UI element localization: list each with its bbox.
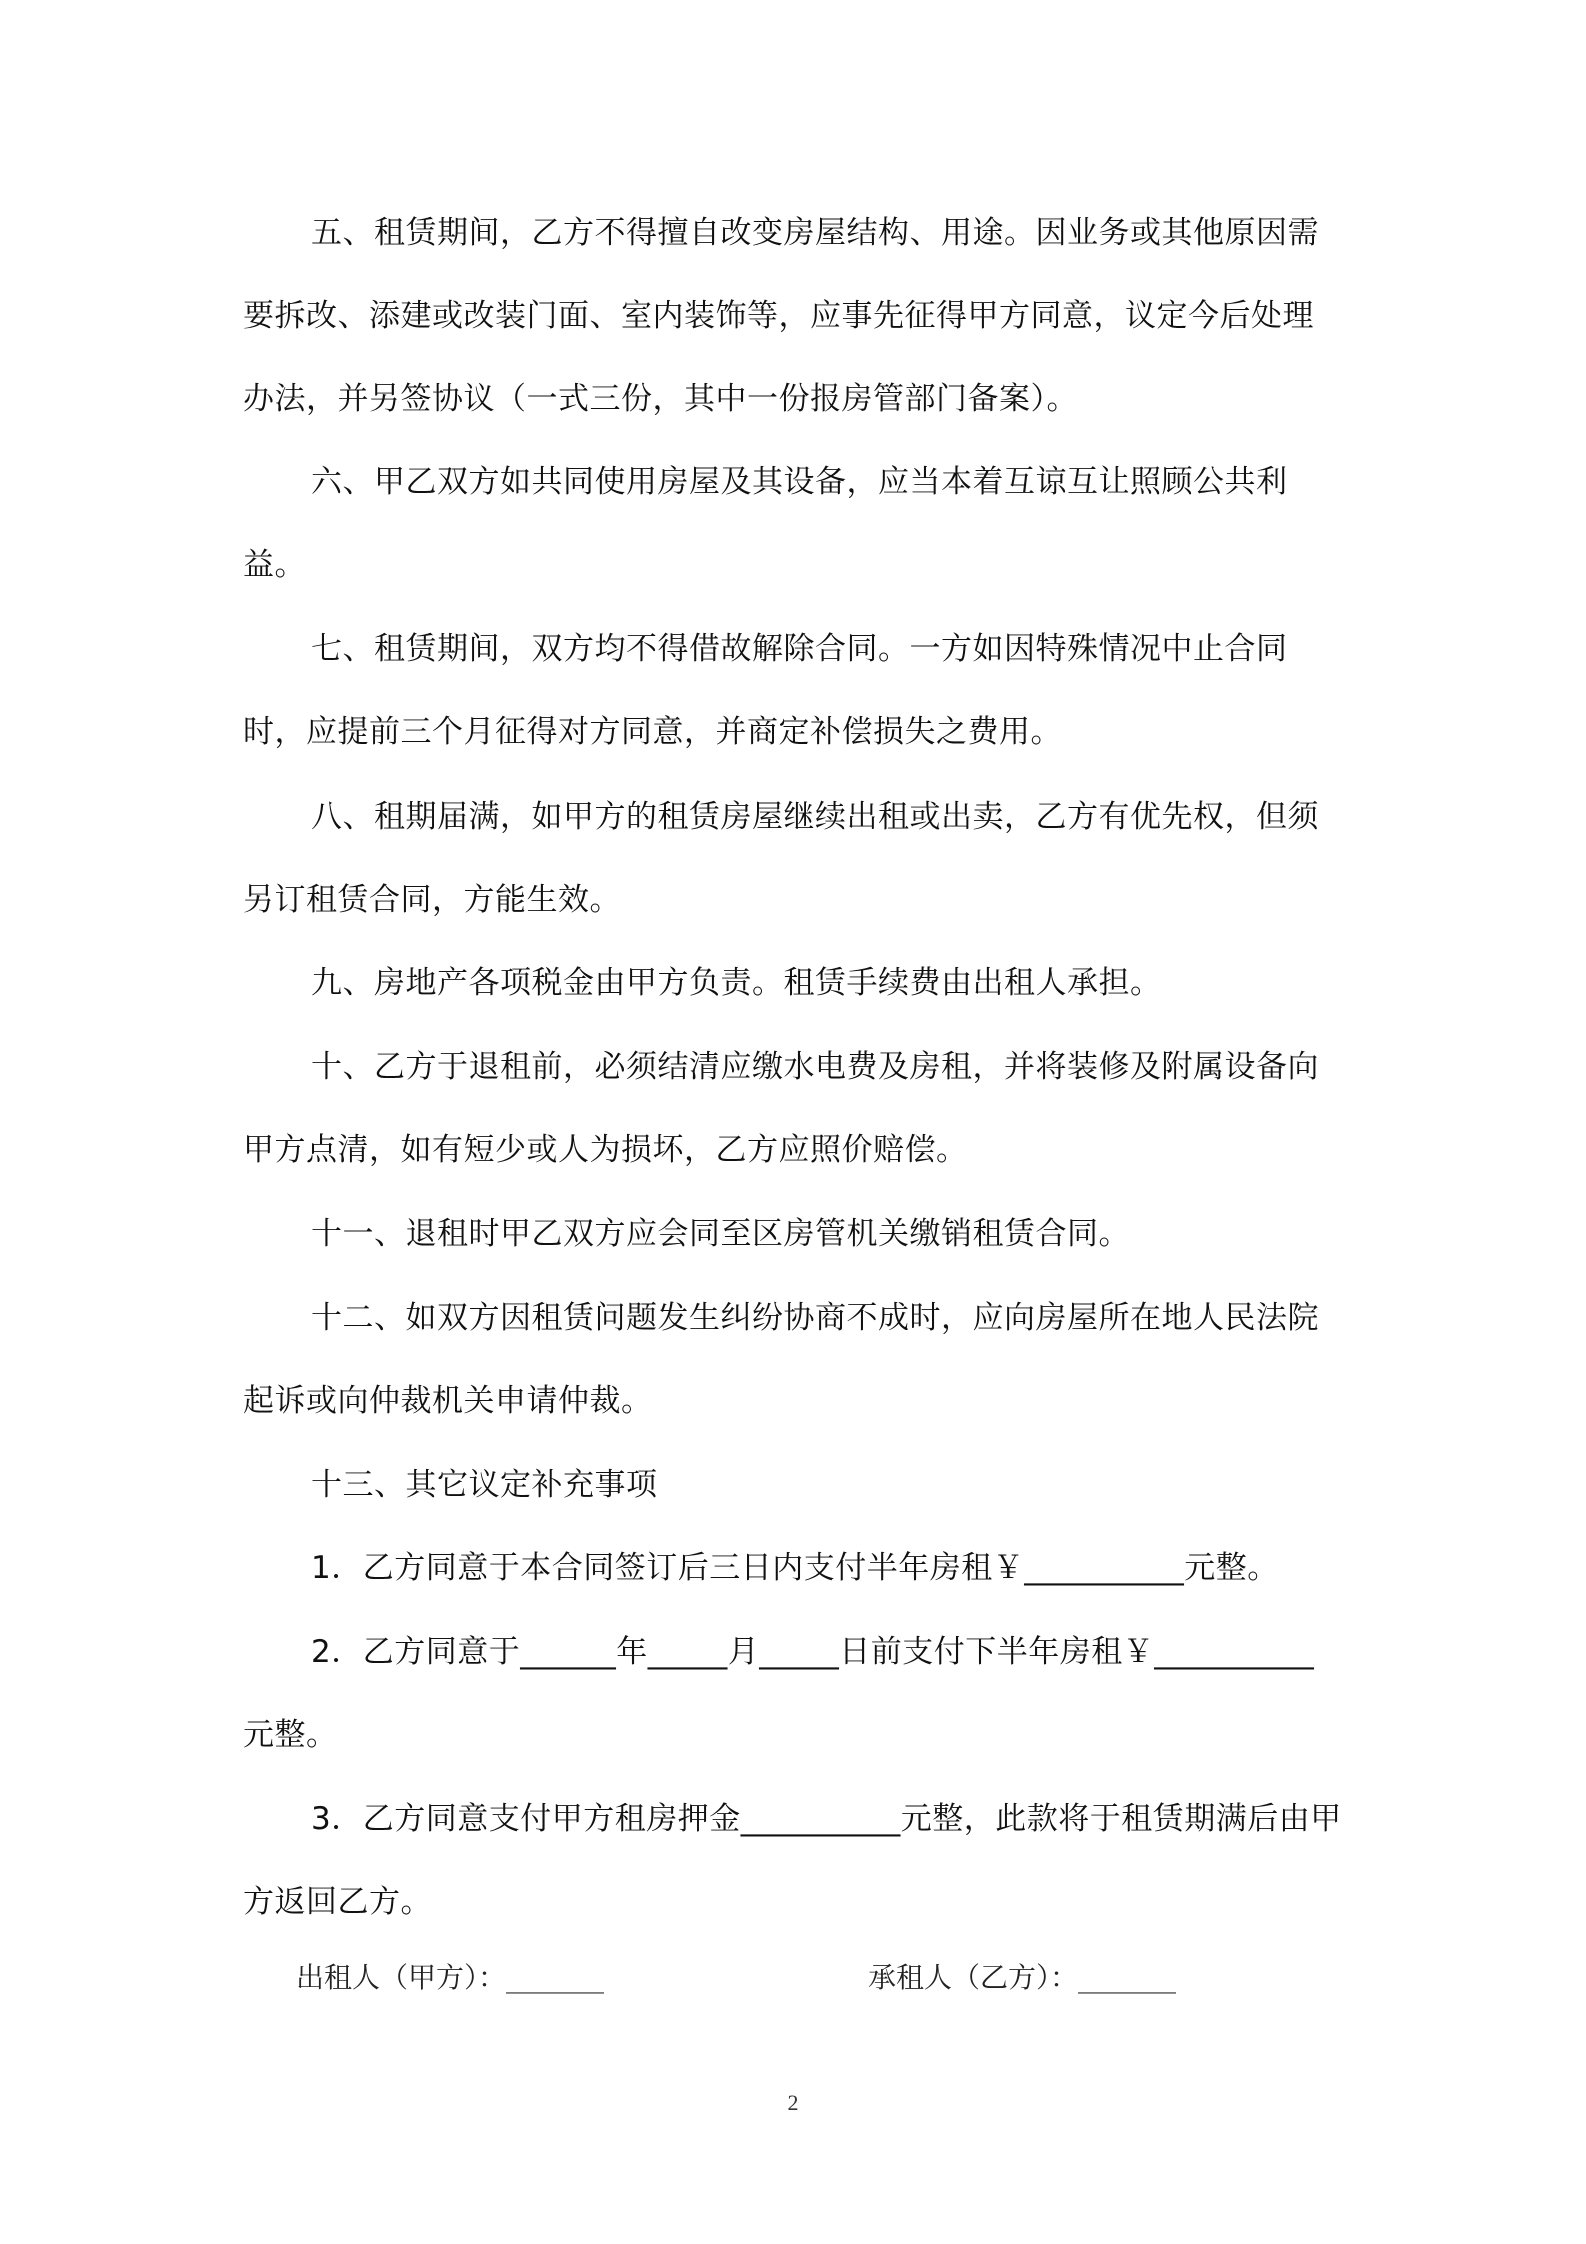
clause-5: 五、租赁期间，乙方不得擅自改变房屋结构、用途。因业务或其他原因需要拆改、添建或改装门面、室内装饰等，应事先征得甲方同意，议定今后处理办法，并另签协议（一式三份，其中一份报房管部门备案）。 — [243, 215, 1319, 417]
clause-13-heading: 十三、其它议定补充事项 — [311, 1467, 658, 1503]
lessor-signature: 出租人（甲方）：_______ — [296, 1961, 605, 1994]
clause-8: 八、租期届满，如甲方的租赁房屋继续出租或出卖，乙方有优先权，但须另订租赁合同，方能生效。 — [243, 799, 1319, 918]
lessee-signature: 承租人（乙方）：_______ — [868, 1961, 1177, 1994]
clause-12: 十二、如双方因租赁问题发生纠纷协商不成时，应向房屋所在地人民法院起诉或向仲裁机关申请仲裁。 — [243, 1300, 1319, 1419]
supplement-item-1: 1．乙方同意于本合同签订后三日内支付半年房租￥__________元整。 — [311, 1550, 1279, 1586]
clause-11: 十一、退租时甲乙双方应会同至区房管机关缴销租赁合同。 — [311, 1216, 1130, 1252]
signature-row — [0, 1948, 1586, 2008]
supplement-item-2: 2．乙方同意于______年_____月_____日前支付下半年房租￥__________元整。 — [243, 1634, 1315, 1753]
clause-10: 十、乙方于退租前，必须结清应缴水电费及房租，并将装修及附属设备向甲方点清，如有短少或人为损坏，乙方应照价赔偿。 — [243, 1049, 1319, 1168]
page-number: 2 — [787, 2090, 799, 2115]
clause-9: 九、房地产各项税金由甲方负责。租赁手续费由出租人承担。 — [311, 965, 1162, 1001]
clause-7: 七、租赁期间，双方均不得借故解除合同。一方如因特殊情况中止合同时，应提前三个月征得对方同意，并商定补偿损失之费用。 — [243, 631, 1288, 750]
clause-6: 六、甲乙双方如共同使用房屋及其设备，应当本着互谅互让照顾公共利益。 — [243, 464, 1288, 583]
supplement-item-3: 3．乙方同意支付甲方租房押金__________元整，此款将于租赁期满后由甲方返回乙方。 — [243, 1801, 1342, 1920]
